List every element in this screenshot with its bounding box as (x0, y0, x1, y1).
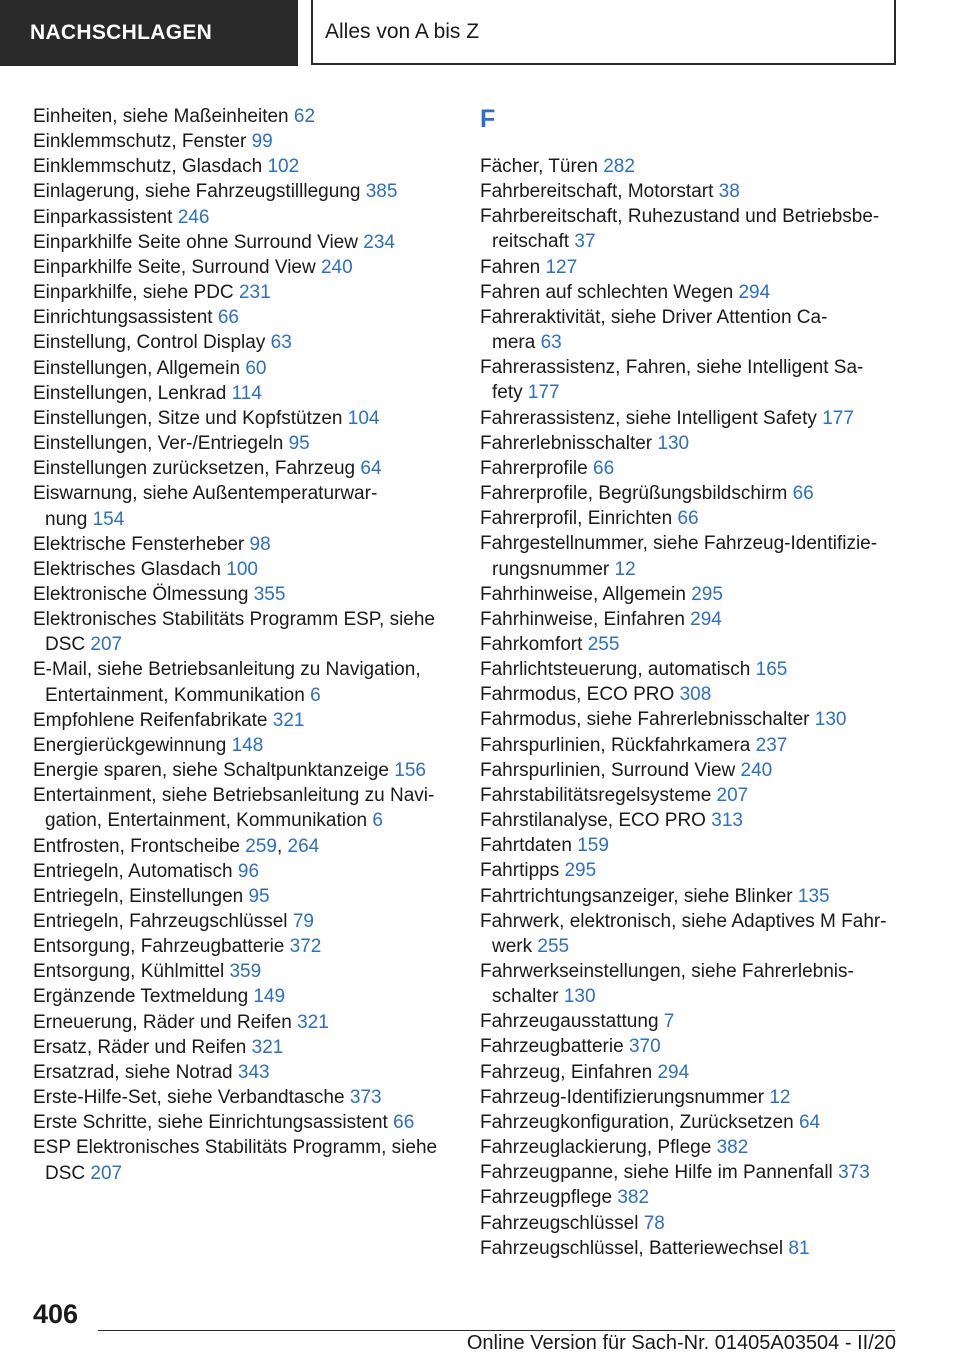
index-entry-text: mera (492, 332, 536, 354)
page-reference-link[interactable]: 6 (372, 810, 383, 832)
index-entry-text: Entfrosten, Frontscheibe (33, 835, 240, 857)
index-entry-text: Energie sparen, siehe Schaltpunktanzeige (33, 760, 389, 782)
index-entry (480, 280, 900, 305)
index-entry (480, 657, 900, 682)
index-entry-text: Fahreraktivität, siehe Driver Attention Ca- (480, 306, 828, 328)
index-entry-text: Entertainment, Kommunikation (45, 684, 305, 706)
page-reference-link[interactable]: 234 (363, 231, 395, 253)
index-entry-text: Fahrzeugschlüssel (480, 1212, 639, 1234)
index-entry (480, 1236, 900, 1261)
page-reference-link[interactable]: 81 (788, 1237, 810, 1259)
page-reference-link[interactable]: 313 (711, 810, 743, 832)
index-entry (33, 205, 458, 230)
page-reference-link[interactable]: 159 (577, 835, 609, 857)
index-entry-text: Einstellungen, Lenkrad (33, 382, 227, 404)
index-entry-text: Fahrwerkseinstellungen, siehe Fahrerlebnis- (480, 961, 854, 982)
page-reference-link[interactable]: 259 (245, 835, 277, 857)
index-entry (33, 154, 458, 179)
index-entry-text: Fahrerprofile, Begrüßungsbildschirm (480, 483, 788, 505)
index-entry-text: Elektronische Ölmessung (33, 583, 249, 605)
page-reference-link[interactable]: 355 (253, 583, 286, 605)
page-reference-link[interactable]: 7 (663, 1011, 675, 1033)
page-reference-link[interactable]: 98 (249, 533, 271, 555)
index-entry (33, 406, 458, 431)
page-reference-link[interactable]: 382 (716, 1137, 749, 1159)
index-entry (480, 255, 900, 280)
index-entry-text: Entsorgung, Fahrzeugbatterie (33, 936, 285, 958)
page-reference-link[interactable]: 66 (792, 483, 814, 505)
index-entry-text: Entertainment, siehe Betriebsanleitung zu Navi- (33, 785, 435, 807)
index-entry (480, 733, 900, 758)
index-entry-text: Erste-Hilfe-Set, siehe Verbandtasche (33, 1087, 345, 1109)
page-reference-link[interactable]: 78 (643, 1212, 665, 1234)
index-entry (480, 1034, 900, 1059)
index-entry (33, 481, 458, 531)
page-reference-link[interactable]: 373 (838, 1162, 870, 1184)
index-column-left (33, 104, 458, 1186)
page-reference-link[interactable]: 177 (527, 382, 560, 404)
page-reference-link[interactable]: 12 (769, 1086, 791, 1108)
page-reference-link[interactable]: 321 (272, 709, 305, 731)
index-entry-text: Fahrhinweise, Allgemein (480, 583, 686, 605)
index-entry-text: Fahrkomfort (480, 633, 583, 655)
index-entry-text: Fahrmodus, siehe Fahrerlebnisschalter (480, 709, 810, 731)
index-entry-text: Fahrzeugkonfiguration, Zurücksetzen (480, 1111, 794, 1133)
section-title: NACHSCHLAGEN (30, 21, 213, 44)
page-reference-link[interactable]: 63 (270, 332, 292, 354)
index-entry (480, 204, 900, 254)
index-entry (480, 682, 900, 707)
index-entry-text: Elektrische Fensterheber (33, 533, 245, 555)
index-entry-text: Fahrzeugpanne, siehe Hilfe im Pannenfall (480, 1162, 833, 1184)
page-reference-link[interactable]: 12 (614, 558, 636, 580)
page-reference-link[interactable]: 149 (253, 986, 286, 1008)
index-letter-heading: F (480, 105, 496, 133)
page-reference-link[interactable]: 96 (237, 860, 260, 882)
page-reference-link[interactable]: 237 (755, 734, 788, 756)
page-reference-link[interactable]: 177 (822, 407, 854, 429)
index-entry-text: Ersatzrad, siehe Notrad (33, 1061, 233, 1083)
index-entry (33, 582, 458, 607)
online-version-note: Online Version für Sach-Nr. 01405A03504 - II/20 (466, 1332, 896, 1354)
index-entry-text: Fahrlichtsteuerung, automatisch (480, 659, 751, 681)
index-entry-text: DSC (45, 1162, 86, 1184)
page-reference-link[interactable]: 308 (679, 684, 712, 706)
index-entry-text: Einklemmschutz, Fenster (33, 131, 247, 153)
index-entry (480, 1160, 900, 1185)
index-entry (480, 305, 900, 355)
page-reference-link[interactable]: 95 (288, 433, 310, 455)
index-entry-text: Ersatz, Räder und Reifen (33, 1036, 247, 1058)
page-reference-link[interactable]: 64 (798, 1111, 821, 1133)
index-entry (480, 707, 900, 732)
index-entry (480, 431, 900, 456)
index-entry (33, 733, 458, 758)
chapter-title: Alles von A bis Z (325, 19, 480, 43)
page-reference-link[interactable]: 231 (238, 282, 271, 304)
index-entry (480, 1185, 900, 1210)
index-entry (33, 104, 458, 129)
index-entry-text: Fahren (480, 256, 541, 278)
index-entry (480, 406, 900, 431)
index-entry-text: Einlagerung, siehe Fahrzeugstilllegung (33, 181, 361, 203)
index-entry-text: Entriegeln, Einstellungen (33, 885, 244, 907)
index-entry (480, 1060, 900, 1085)
page-reference-link[interactable]: 295 (564, 860, 597, 882)
page-reference-link[interactable]: 165 (755, 659, 788, 681)
index-entry (480, 154, 900, 179)
index-entry-text: Erneuerung, Räder und Reifen (33, 1011, 292, 1033)
index-entry-text: Fahrerassistenz, siehe Intelligent Safety (480, 407, 817, 429)
index-entry-text: Fahrtipps (480, 860, 560, 882)
page-reference-link[interactable]: 66 (393, 1112, 415, 1134)
index-entry-text: reitschaft (492, 231, 570, 253)
page-reference-link[interactable]: 66 (677, 508, 699, 530)
page-reference-link[interactable]: 385 (365, 181, 398, 203)
index-entry (480, 783, 900, 808)
index-entry (480, 1211, 900, 1236)
index-entry-text: Fahrspurlinien, Surround View (480, 759, 736, 781)
index-entry (480, 909, 900, 959)
page-reference-link[interactable]: 130 (563, 986, 596, 1008)
index-entry (480, 1009, 900, 1034)
page-reference-link[interactable]: 382 (617, 1187, 650, 1209)
page-number: 406 (33, 1299, 79, 1329)
index-entry-text: Fahrzeug, Einfahren (480, 1061, 653, 1083)
index-entry-text: Ergänzende Textmeldung (33, 986, 249, 1008)
section-tab (0, 0, 298, 66)
index-entry-text: Einparkhilfe Seite, Surround View (33, 256, 316, 278)
page-reference-link[interactable]: 104 (347, 407, 380, 429)
index-entry (33, 708, 458, 733)
index-entry (480, 179, 900, 204)
index-entry-text: Fahrstabilitätsregelsysteme (480, 784, 712, 806)
index-entry-text: Energierückgewinnung (33, 734, 227, 756)
index-entry-text: Fahrzeug-Identifizierungsnummer (480, 1086, 765, 1108)
page-reference-link[interactable]: 294 (657, 1061, 690, 1083)
index-entry (33, 456, 458, 481)
page-reference-link[interactable]: 343 (237, 1061, 270, 1083)
index-entry (480, 833, 900, 858)
index-entry-text: Einstellungen, Allgemein (33, 357, 241, 379)
index-entry-text: Fahrmodus, ECO PRO (480, 684, 675, 706)
index-entry-text: Eiswarnung, siehe Außentemperaturwar- (33, 483, 378, 505)
page-reference-link[interactable]: 37 (574, 231, 596, 253)
page-reference-link[interactable]: 64 (360, 458, 382, 480)
index-entry-text: Einstellungen, Ver-/Entriegeln (33, 433, 284, 455)
index-entry (480, 1135, 900, 1160)
index-entry (33, 179, 458, 204)
index-entry (33, 1085, 458, 1110)
index-entry-text: Elektronisches Stabilitäts Programm ESP, siehe (33, 609, 435, 631)
page-reference-link[interactable]: 154 (92, 508, 125, 530)
page-reference-link[interactable]: 359 (229, 961, 262, 983)
index-entry (33, 305, 458, 330)
index-entry (33, 129, 458, 154)
index-entry (480, 506, 900, 531)
index-entry (33, 1035, 458, 1060)
index-entry (33, 607, 458, 657)
index-entry (480, 959, 900, 1009)
page-reference-link[interactable]: 148 (231, 734, 264, 756)
index-entry-text: Einparkassistent (33, 206, 173, 228)
index-entry (33, 356, 458, 381)
index-entry: Entfrosten, Frontscheibe 259, 264 (33, 835, 320, 857)
index-entry-text: Entriegeln, Fahrzeugschlüssel (33, 911, 288, 932)
index-entry-text: Fahrzeuglackierung, Pflege (480, 1137, 712, 1159)
page-reference-link[interactable]: 66 (217, 307, 239, 329)
page-reference-link[interactable]: 95 (248, 885, 270, 907)
index-entry (33, 984, 458, 1009)
index-entry-text: Einheiten, siehe Maßeinheiten (33, 106, 289, 127)
index-entry-text: Fahrzeugausstattung (480, 1011, 659, 1033)
index-entry-text: Fahrerlebnisschalter (480, 432, 653, 454)
index-entry (33, 532, 458, 557)
index-entry (480, 355, 900, 405)
index-entry (33, 884, 458, 909)
page-reference-link[interactable]: 127 (545, 256, 578, 278)
index-entry (480, 808, 900, 833)
index-entry (33, 431, 458, 456)
index-entry-text: gation, Entertainment, Kommunikation (45, 810, 368, 832)
page-reference-link[interactable]: 240 (740, 759, 773, 781)
page-reference-link[interactable]: 246 (177, 206, 210, 228)
index-entry-text: Fahrbereitschaft, Ruhezustand und Betriebsbe- (480, 206, 880, 228)
footer-divider (98, 1330, 895, 1331)
chapter-header (311, 0, 896, 65)
index-entry-text: rungsnummer (492, 558, 610, 580)
page-reference-link[interactable]: 66 (593, 457, 615, 479)
page-reference-link[interactable]: 135 (797, 885, 830, 907)
index-entry (33, 330, 458, 355)
index-entry-text: nung (45, 508, 88, 530)
index-entry-text: werk (492, 935, 533, 957)
page-reference-link[interactable]: 130 (814, 709, 847, 731)
index-entry-text: Fahrzeugpflege (480, 1187, 613, 1209)
page-reference-link[interactable]: 207 (90, 1162, 123, 1184)
index-entry-text: Fahrerprofil, Einrichten (480, 508, 673, 530)
page-reference-link[interactable]: 295 (691, 583, 723, 605)
page-reference-link[interactable]: 294 (690, 608, 722, 630)
index-entry-text: Fahrgestellnummer, siehe Fahrzeug-Identifizie- (480, 533, 878, 555)
page-reference-link[interactable]: 38 (718, 181, 740, 203)
index-entry (480, 1110, 900, 1135)
index-entry (33, 1010, 458, 1035)
page-reference-link[interactable]: 130 (657, 432, 690, 454)
index-entry-text: Fahrspurlinien, Rückfahrkamera (480, 734, 751, 756)
index-entry-text: schalter (492, 986, 559, 1008)
index-entry-text: Einstellungen, Sitze und Kopfstützen (33, 407, 343, 429)
page-reference-link[interactable]: 240 (320, 256, 353, 278)
index-entry (33, 859, 458, 884)
index-entry (480, 884, 900, 909)
index-entry-text: Einrichtungsassistent (33, 307, 213, 329)
page-reference-link[interactable]: 6 (310, 684, 321, 706)
index-entry-text: E-Mail, siehe Betriebsanleitung zu Navigation, (33, 659, 421, 681)
page-reference-link[interactable]: 60 (245, 357, 267, 379)
index-entry (33, 1060, 458, 1085)
index-entry (480, 632, 900, 657)
index-entry-text: Fahrbereitschaft, Motorstart (480, 181, 714, 203)
page-reference-link[interactable]: 372 (289, 936, 322, 958)
index-entry (480, 607, 900, 632)
page-reference-link[interactable]: 63 (540, 332, 562, 354)
index-entry-text: ESP Elektronisches Stabilitäts Programm, siehe (33, 1137, 438, 1159)
index-entry-text: Einparkhilfe Seite ohne Surround View (33, 231, 358, 253)
page-reference-link[interactable]: 321 (297, 1011, 329, 1033)
index-entry-text: Fahrerprofile (480, 457, 588, 479)
index-entry (33, 909, 458, 934)
index-entry (480, 481, 900, 506)
page-reference-link[interactable]: 102 (267, 156, 300, 178)
index-entry-text: Fahrstilanalyse, ECO PRO (480, 810, 706, 832)
index-entry (33, 657, 458, 707)
index-entry-text: Fahrtrichtungsanzeiger, siehe Blinker (480, 885, 793, 907)
page-reference-link[interactable]: 100 (226, 558, 258, 580)
index-entry (33, 783, 458, 833)
index-entry (33, 381, 458, 406)
index-entry-text: Einstellungen zurücksetzen, Fahrzeug (33, 458, 356, 480)
index-entry-text: Fahrzeugbatterie (480, 1036, 624, 1058)
index-entry-text: Entriegeln, Automatisch (33, 860, 233, 882)
index-entry-text: Empfohlene Reifenfabrikate (33, 709, 268, 731)
index-entry (33, 1135, 458, 1185)
index-entry-text: Fahrwerk, elektronisch, siehe Adaptives M Fahr- (480, 910, 887, 932)
page-reference-link[interactable]: 264 (287, 835, 320, 857)
index-entry (480, 582, 900, 607)
index-entry-text: Fahren auf schlechten Wegen (480, 281, 734, 303)
page-reference-link[interactable]: 79 (292, 911, 314, 932)
page-reference-link[interactable]: 255 (587, 633, 620, 655)
index-entry-text: Fahrzeugschlüssel, Batteriewechsel (480, 1237, 784, 1259)
index-entry (33, 557, 458, 582)
index-entry (33, 230, 458, 255)
index-entry (33, 934, 458, 959)
page-reference-link[interactable]: 156 (394, 760, 426, 782)
index-entry-text: Entsorgung, Kühlmittel (33, 961, 225, 983)
index-entry (33, 1110, 458, 1135)
page-reference-link[interactable]: 282 (603, 156, 635, 177)
index-entry (33, 255, 458, 280)
page-reference-link[interactable]: 62 (293, 106, 316, 127)
index-entry (480, 531, 900, 581)
index-entry-text: Fahrtdaten (480, 835, 572, 857)
index-entry-text: Einstellung, Control Display (33, 332, 266, 354)
index-entry (480, 1085, 900, 1110)
index-entry-text: DSC (45, 634, 86, 656)
index-entry-text: Elektrisches Glasdach (33, 558, 221, 580)
index-entry-text: Einparkhilfe, siehe PDC (33, 282, 234, 304)
index-entry-text: Fahrerassistenz, Fahren, siehe Intelligent Sa- (480, 357, 864, 379)
page-reference-link[interactable]: 321 (251, 1036, 284, 1058)
page-reference-link[interactable]: 370 (628, 1036, 661, 1058)
page-reference-link[interactable]: 114 (231, 382, 262, 404)
index-entry (33, 959, 458, 984)
index-entries-right (480, 154, 900, 1261)
index-entry-text: Erste Schritte, siehe Einrichtungsassistent (33, 1112, 388, 1134)
index-entry (480, 858, 900, 883)
index-entry-text: Einklemmschutz, Glasdach (33, 156, 263, 178)
index-entry-text: Fächer, Türen (480, 156, 598, 177)
page-reference-link[interactable]: 207 (716, 784, 749, 806)
index-column-right (480, 104, 900, 1261)
index-entry (480, 456, 900, 481)
index-entry-text: Fahrhinweise, Einfahren (480, 608, 685, 630)
page-reference-link[interactable]: 99 (251, 131, 273, 153)
page-reference-link[interactable]: 207 (90, 634, 123, 656)
page-reference-link[interactable]: 294 (738, 281, 771, 303)
index-entry (33, 758, 458, 783)
page-reference-link[interactable]: 255 (537, 935, 570, 957)
index-entry (480, 758, 900, 783)
index-entry-text: fety (492, 382, 523, 404)
index-entry (33, 280, 458, 305)
page-reference-link[interactable]: 373 (349, 1087, 382, 1109)
